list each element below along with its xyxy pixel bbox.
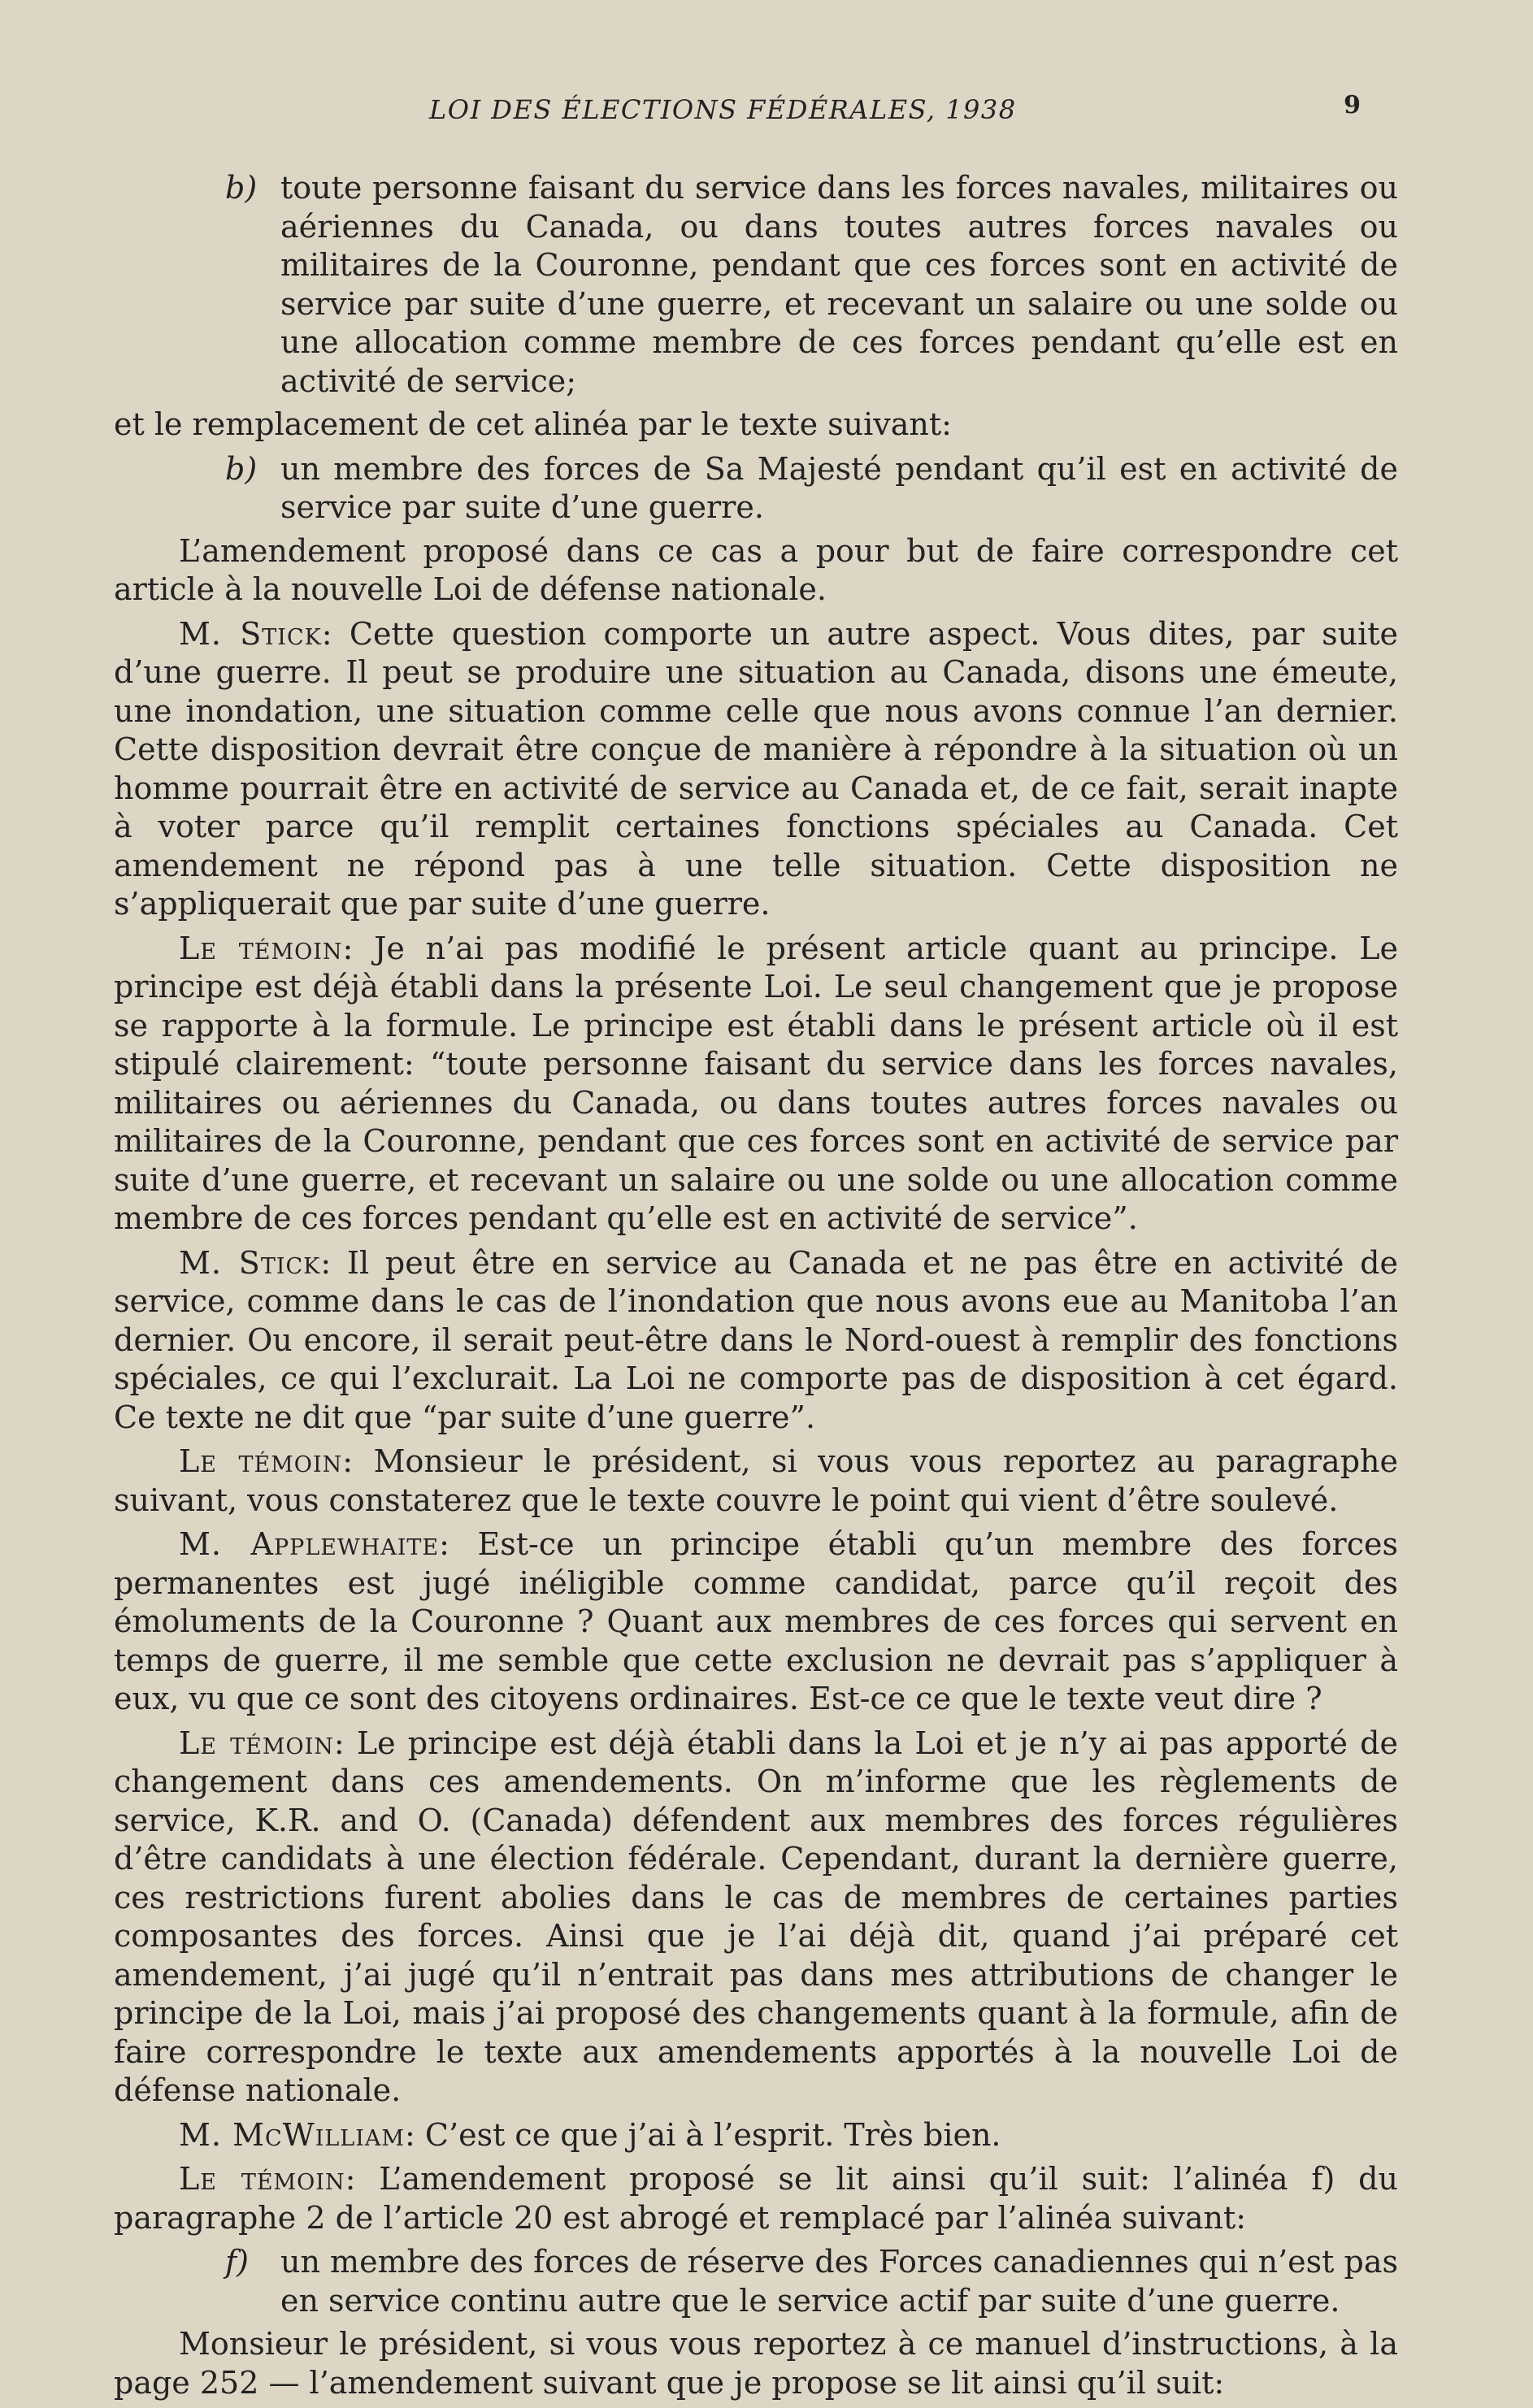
running-title: LOI DES ÉLECTIONS FÉDÉRALES, 1938 xyxy=(429,94,1017,125)
speaker-name: Le témoin xyxy=(179,1443,343,1479)
speech-paragraph: Le témoin: L’amendement proposé se lit ainsi qu’il suit: l’alinéa f) du paragraphe 2 de l’article 20 est abrogé et remplacé par l’alinéa suivant: xyxy=(114,2161,1398,2236)
speaker-name: M. Applewhaite xyxy=(179,1526,440,1562)
speaker-name: Le témoin xyxy=(179,2161,345,2197)
speech-paragraph: M. McWilliam: C’est ce que j’ai à l’esprit. Très bien. xyxy=(179,2116,1001,2153)
speech-paragraph: Le témoin: Le principe est déjà établi dans la Loi et je n’y ai pas apporté de changement dans ces amendements. On m’informe que les règlements de service, K.R. and O. (Canada) défendent aux membres des forces régulières d’être candidats à une élection fédérale. Cependant, durant la dernière guerre, ces restrictions furent abolies dans le cas de membres de certaines parties composantes des forces. Ainsi que je l’ai déjà dit, quand j’ai préparé cet amendement, j’ai jugé qu’il n’entrait pas dans mes attributions de changer le principe de la Loi, mais j’ai proposé des changements quant à la formule, afin de faire correspondre le texte aux amendements apportés à la nouvelle Loi de défense nationale. xyxy=(114,1725,1398,2108)
speaker-name: M. McWilliam xyxy=(179,2116,406,2153)
speaker-name: M. Stick xyxy=(179,615,322,652)
page-number: 9 xyxy=(1344,91,1361,119)
page-header xyxy=(114,80,1419,128)
speech-text: Je n’ai pas modifié le présent article quant au principe. Le principe est déjà établi dans la présente Loi. Le seul changement que je propose se rapporte à la formule. Le principe est établi dans le présent article où il est stipulé clairement: “toute personne faisant du service dans les forces navales, militaires ou aériennes du Canada, ou dans toutes autres forces navales ou militaires de la Couronne, pendant que ces forces sont en activité de service par suite d’une guerre, et recevant un salaire ou une solde ou une allocation comme membre de ces forces pendant qu’elle est en activité de service”. xyxy=(114,930,1398,1236)
item-marker: b) xyxy=(225,450,258,487)
speech-paragraph: Le témoin: Monsieur le président, si vous vous reportez au paragraphe suivant, vous constaterez que le texte couvre le point qui vient d’être soulevé. xyxy=(114,1443,1398,1518)
paragraph: et le remplacement de cet alinéa par le texte suivant: xyxy=(114,406,952,442)
speech-text: Monsieur le président, si vous vous reportez au paragraphe suivant, vous constaterez que le texte couvre le point qui vient d’être soulevé. xyxy=(114,1443,1398,1518)
body-text xyxy=(114,169,1398,2408)
speech-text: Il peut être en service au Canada et ne pas être en activité de service, comme dans le cas de l’inondation que nous avons eue au Manitoba l’an dernier. Ou encore, il serait peut-être dans le Nord-ouest à remplir des fonctions spéciales, ce qui l’exclurait. La Loi ne comporte pas de disposition à cet égard. Ce texte ne dit que “par suite d’une guerre”. xyxy=(114,1244,1398,1435)
item-text: un membre des forces de Sa Majesté pendant qu’il est en activité de service par suite d’une guerre. xyxy=(280,450,1398,525)
list-item xyxy=(114,169,1398,401)
item-marker: f) xyxy=(225,2244,249,2280)
speech-text: Cette question comporte un autre aspect. Vous dites, par suite d’une guerre. Il peut se produire une situation au Canada, disons une émeute, une inondation, une situation comme celle que nous avons connue l’an dernier. Cette disposition devrait être conçue de manière à répondre à la situation où un homme pourrait être en activité de service au Canada et, de ce fait, serait inapte à voter parce qu’il remplit certaines fonctions spéciales au Canada. Cet amendement ne répond pas à une telle situation. Cette disposition ne s’appliquerait que par suite d’une guerre. xyxy=(114,615,1398,922)
paragraph: Monsieur le président, si vous vous reportez à ce manuel d’instructions, à la page 252 — l’amendement suivant que je propose se lit ainsi qu’il suit: xyxy=(114,2326,1398,2401)
speech-text: Le principe est déjà établi dans la Loi et je n’y ai pas apporté de changement dans ces amendements. On m’informe que les règlements de service, K.R. and O. (Canada) défendent aux membres des forces régulières d’être candidats à une élection fédérale. Cependant, durant la dernière guerre, ces restrictions furent abolies dans le cas de membres de certaines parties composantes des forces. Ainsi que je l’ai déjà dit, quand j’ai préparé cet amendement, j’ai jugé qu’il n’entrait pas dans mes attributions de changer le principe de la Loi, mais j’ai proposé des changements quant à la formule, afin de faire correspondre le texte aux amendements apportés à la nouvelle Loi de défense nationale. xyxy=(114,1725,1398,2108)
speech-paragraph: M. Stick: Il peut être en service au Canada et ne pas être en activité de service, comme dans le cas de l’inondation que nous avons eue au Manitoba l’an dernier. Ou encore, il serait peut-être dans le Nord-ouest à remplir des fonctions spéciales, ce qui l’exclurait. La Loi ne comporte pas de disposition à cet égard. Ce texte ne dit que “par suite d’une guerre”. xyxy=(114,1244,1398,1435)
speaker-name: Le témoin xyxy=(179,1725,334,1761)
item-marker: b) xyxy=(225,170,258,206)
speech-paragraph: M. Stick: Cette question comporte un autre aspect. Vous dites, par suite d’une guerre. Il peut se produire une situation au Canada, disons une émeute, une inondation, une situation comme celle que nous avons connue l’an dernier. Cette disposition devrait être conçue de manière à répondre à la situation où un homme pourrait être en activité de service au Canada et, de ce fait, serait inapte à voter parce qu’il remplit certaines fonctions spéciales au Canada. Cet amendement ne répond pas à une telle situation. Cette disposition ne s’appliquerait que par suite d’une guerre. xyxy=(114,615,1398,922)
speech-paragraph: M. Applewhaite: Est-ce un principe établi qu’un membre des forces permanentes est jugé inéligible comme candidat, parce qu’il reçoit des émoluments de la Couronne ? Quant aux membres de ces forces qui servent en temps de guerre, il me semble que cette exclusion ne devrait pas s’appliquer à eux, vu que ce sont des citoyens ordinaires. Est-ce ce que le texte veut dire ? xyxy=(114,1526,1398,1716)
speaker-name: Le témoin xyxy=(179,930,343,966)
list-item xyxy=(114,2243,1398,2320)
speech-text: C’est ce que j’ai à l’esprit. Très bien. xyxy=(424,2116,1001,2153)
list-item xyxy=(114,450,1398,527)
speaker-name: M. Stick xyxy=(179,1244,321,1281)
paragraph: L’amendement proposé dans ce cas a pour but de faire correspondre cet article à la nouvelle Loi de défense nationale. xyxy=(114,532,1398,607)
item-text: toute personne faisant du service dans les forces navales, militaires ou aériennes du Canada, ou dans toutes autres forces navales ou militaires de la Couronne, pendant que ces forces sont en activité de service par suite d’une guerre, et recevant un salaire ou une solde ou une allocation comme membre de ces forces pendant qu’elle est en activité de service; xyxy=(280,170,1398,399)
speech-paragraph: Le témoin: Je n’ai pas modifié le présent article quant au principe. Le principe est déjà établi dans la présente Loi. Le seul changement que je propose se rapporte à la formule. Le principe est établi dans le présent article où il est stipulé clairement: “toute personne faisant du service dans les forces navales, militaires ou aériennes du Canada, ou dans toutes autres forces navales ou militaires de la Couronne, pendant que ces forces sont en activité de service par suite d’une guerre, et recevant un salaire ou une solde ou une allocation comme membre de ces forces pendant qu’elle est en activité de service”. xyxy=(114,930,1398,1236)
speech-text: Est-ce un principe établi qu’un membre des forces permanentes est jugé inéligible comme candidat, parce qu’il reçoit des émoluments de la Couronne ? Quant aux membres de ces forces qui servent en temps de guerre, il me semble que cette exclusion ne devrait pas s’appliquer à eux, vu que ce sont des citoyens ordinaires. Est-ce ce que le texte veut dire ? xyxy=(114,1526,1398,1716)
speech-text: L’amendement proposé se lit ainsi qu’il suit: l’alinéa f) du paragraphe 2 de l’article 20 est abrogé et remplacé par l’alinéa suivant: xyxy=(114,2161,1398,2236)
item-text: un membre des forces de réserve des Forces canadiennes qui n’est pas en service continu autre que le service actif par suite d’une guerre. xyxy=(280,2244,1398,2319)
